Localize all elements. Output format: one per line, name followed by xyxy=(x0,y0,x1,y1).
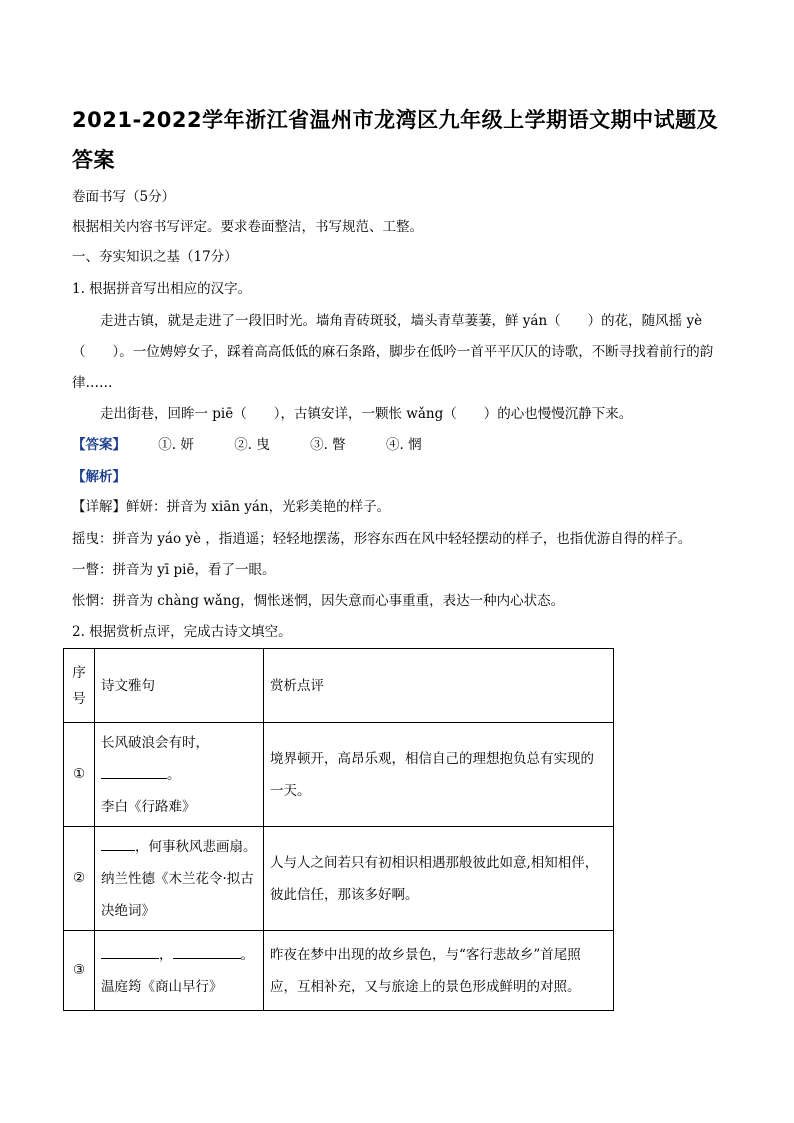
row-poem xyxy=(95,931,264,1011)
answer-line xyxy=(72,434,458,456)
answer-item: ①. 妍 xyxy=(158,437,194,453)
header-comment: 赏析点评 xyxy=(264,649,614,723)
detail-text: 鲜妍：拼音为 xiān yán，光彩美艳的样子。 xyxy=(126,499,391,515)
explanation-2: 摇曳：拼音为 yáo yè ，指逍遥；轻轻地摆荡，形容东西在风中轻轻摆动的样子，也指优游自得的样子。 xyxy=(72,531,692,547)
question-1-passage-2: 走出街巷，回眸一 piē（ ），古镇安详，一颗怅 wǎng（ ）的心也慢慢沉静下来。 xyxy=(100,406,633,422)
question-1-passage-1: 走进古镇，就是走进了一段旧时光。墙角青砖斑驳，墙头青草萋萋，鲜 yán（ ）的花，随风摇 yè（ ）。一位娉婷女子，踩着高高低低的麻石条路，脚步在低吟一首平平仄仄的诗歌，不断寻找着前行的韵律…… xyxy=(72,313,714,391)
poem-table xyxy=(63,648,614,1011)
row-poem xyxy=(95,827,264,931)
detail-line xyxy=(72,496,390,518)
explanation-3: 一瞥：拼音为 yī piē，看了一眼。 xyxy=(72,562,276,578)
poem-punct: ， xyxy=(159,946,173,963)
fill-blank[interactable] xyxy=(101,836,135,851)
row-comment: 昨夜在梦中出现的故乡景色，与“客行悲故乡”首尾照应，互相补充，又与旅途上的景色形成鲜明的对照。 xyxy=(264,931,614,1011)
row-poem xyxy=(95,723,264,827)
row-num: ① xyxy=(64,723,95,827)
poem-blank-line xyxy=(101,939,257,971)
answer-item: ④. 惘 xyxy=(385,437,422,453)
header-poem: 诗文雅句 xyxy=(95,649,264,723)
answer-tag: 【答案】 xyxy=(72,437,126,453)
table-row xyxy=(64,931,614,1011)
detail-tag: 【详解】 xyxy=(72,499,126,515)
header-num xyxy=(64,649,95,723)
poem-source: 纳兰性德《木兰花令·拟古决绝词》 xyxy=(101,870,254,919)
answer-item: ③. 瞥 xyxy=(310,437,346,453)
fill-blank[interactable] xyxy=(101,944,159,959)
answer-item: ②. 曳 xyxy=(234,437,270,453)
poem-punct: 。 xyxy=(240,946,254,963)
handwriting-desc: 根据相关内容书写评定。要求卷面整洁，书写规范、工整。 xyxy=(72,219,423,235)
table-row xyxy=(64,827,614,931)
poem-line: 长风破浪会有时， xyxy=(101,734,209,751)
row-num: ③ xyxy=(64,931,95,1011)
row-comment: 人与人之间若只有初相识相遇那般彼此如意,相知相伴，彼此信任，那该多好啊。 xyxy=(264,827,614,931)
section-heading: 一、夯实知识之基（17分） xyxy=(72,249,238,265)
poem-source: 温庭筠《商山早行》 xyxy=(101,978,223,995)
analysis-tag: 【解析】 xyxy=(72,469,126,485)
fill-blank[interactable] xyxy=(173,944,241,959)
poem-line: ，何事秋风悲画扇。 xyxy=(135,838,257,855)
page-title: 2021-2022学年浙江省温州市龙湾区九年级上学期语文期中试题及答案 xyxy=(72,108,719,172)
question-2-prompt: 2. 根据赏析点评，完成古诗文填空。 xyxy=(72,624,292,640)
table-row xyxy=(64,723,614,827)
explanation-4: 怅惘：拼音为 chàng wǎng，惆怅迷惘，因失意而心事重重，表达一种内心状态。 xyxy=(72,593,565,609)
fill-blank[interactable] xyxy=(101,764,167,779)
poem-blank-line xyxy=(101,759,257,791)
poem-source: 李白《行路难》 xyxy=(101,798,196,815)
poem-punct: 。 xyxy=(167,766,181,783)
header-num-text: 序号 xyxy=(72,664,86,707)
handwriting-heading: 卷面书写（5分） xyxy=(72,189,176,205)
table-header-row xyxy=(64,649,614,723)
row-comment: 境界顿开，高昂乐观，相信自己的理想抱负总有实现的一天。 xyxy=(264,723,614,827)
row-num: ② xyxy=(64,827,95,931)
answer-list xyxy=(158,437,457,453)
question-1-prompt: 1. 根据拼音写出相应的汉字。 xyxy=(72,281,252,297)
poem-blank-line xyxy=(101,831,257,863)
